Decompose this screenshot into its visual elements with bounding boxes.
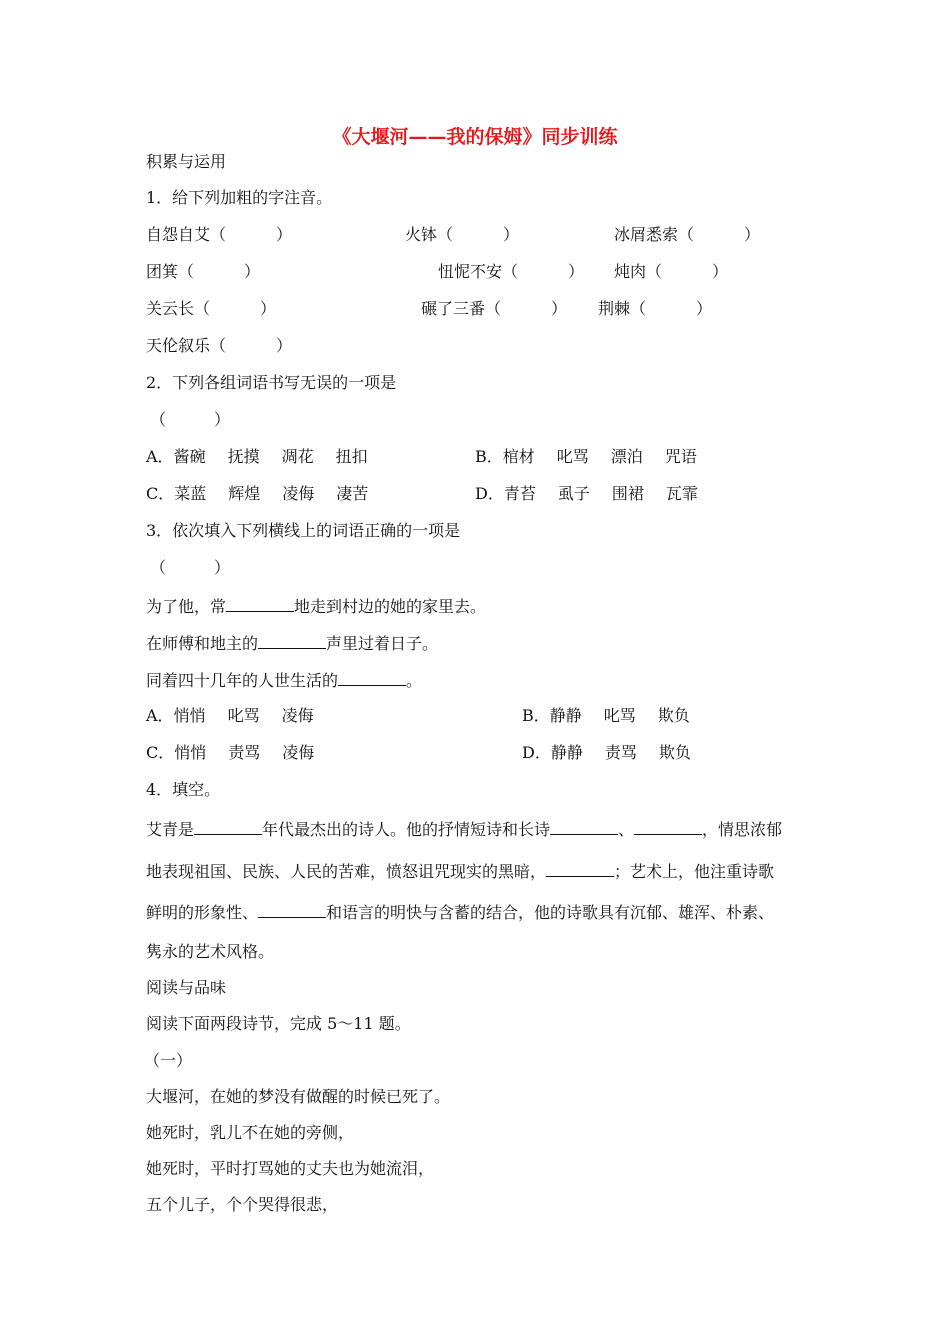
poem-line: 她死时，乳儿不在她的旁侧， <box>146 1123 355 1142</box>
fill-blank[interactable] <box>226 595 294 612</box>
page-title: 《大堰河——我的保姆》同步训练 <box>332 126 618 148</box>
fill-blank[interactable] <box>550 818 618 835</box>
q2-option-c[interactable]: C．菜蓝 辉煌 凌侮 凄苦 <box>146 484 369 503</box>
question-3-stem: 3．依次填入下列横线上的词语正确的一项是 <box>146 521 461 540</box>
q3-sentence-1: 为了他，常 地走到村边的她的家里去。 <box>146 597 487 616</box>
fill-blank[interactable] <box>258 901 326 918</box>
q1-item: 碾了三番（ ） <box>421 299 568 318</box>
question-1-stem: 1．给下列加粗的字注音。 <box>146 188 333 207</box>
reading-part-label: （一） <box>144 1051 193 1070</box>
fill-blank[interactable] <box>546 860 614 877</box>
section-heading-accumulation: 积累与运用 <box>146 152 227 171</box>
reading-intro: 阅读下面两段诗节，完成 5～11 题。 <box>146 1014 411 1033</box>
q1-item: 炖肉（ ） <box>614 262 729 281</box>
q4-line-2: 地表现祖国、民族、人民的苦难，愤怒诅咒现实的黑暗， ；艺术上，他注重诗歌 <box>146 862 775 881</box>
q3-option-a[interactable]: A．悄悄 叱骂 凌侮 <box>146 706 314 725</box>
q3-sentence-3: 同着四十几年的人世生活的 。 <box>146 671 423 690</box>
q1-item: 天伦叙乐（ ） <box>146 336 293 355</box>
fill-blank[interactable] <box>194 818 262 835</box>
q3-option-d[interactable]: D．静静 责骂 欺负 <box>522 743 691 762</box>
answer-paren: （ ） <box>150 410 231 429</box>
fill-blank[interactable] <box>338 669 406 686</box>
q2-option-d[interactable]: D．青苔 虱子 围裙 瓦霏 <box>475 484 698 503</box>
question-4-stem: 4．填空。 <box>146 780 221 799</box>
q3-option-c[interactable]: C．悄悄 责骂 凌侮 <box>146 743 315 762</box>
q4-line-3: 鲜明的形象性、 和语言的明快与含蓄的结合，他的诗歌具有沉郁、雄浑、朴素、 <box>146 903 775 922</box>
q4-line-4: 隽永的艺术风格。 <box>146 942 275 961</box>
poem-line: 大堰河，在她的梦没有做醒的时候已死了。 <box>146 1087 451 1106</box>
q3-option-b[interactable]: B．静静 叱骂 欺负 <box>522 706 690 725</box>
fill-blank[interactable] <box>634 818 702 835</box>
poem-line: 她死时，平时打骂她的丈夫也为她流泪， <box>146 1159 435 1178</box>
q1-item: 忸怩不安（ ） <box>438 262 585 281</box>
poem-line: 五个儿子，个个哭得很悲， <box>146 1195 339 1214</box>
q1-item: 冰屑悉索（ ） <box>614 225 761 244</box>
q1-item: 荆棘（ ） <box>598 299 713 318</box>
answer-paren: （ ） <box>150 558 231 577</box>
section-heading-reading: 阅读与品味 <box>146 978 227 997</box>
q1-item: 关云长（ ） <box>146 299 277 318</box>
q3-sentence-2: 在师傅和地主的 声里过着日子。 <box>146 634 439 653</box>
q2-option-b[interactable]: B．棺材 叱骂 漂泊 咒语 <box>475 447 697 466</box>
q4-line-1: 艾青是 年代最杰出的诗人。他的抒情短诗和长诗 、 ，情思浓郁 <box>146 820 783 839</box>
q1-item: 自怨自艾（ ） <box>146 225 293 244</box>
question-2-stem: 2．下列各组词语书写无误的一项是 <box>146 373 397 392</box>
q1-item: 团箕（ ） <box>146 262 261 281</box>
q1-item: 火钵（ ） <box>405 225 520 244</box>
fill-blank[interactable] <box>258 632 326 649</box>
q2-option-a[interactable]: A．酱碗 抚摸 凋花 扭扣 <box>146 447 368 466</box>
